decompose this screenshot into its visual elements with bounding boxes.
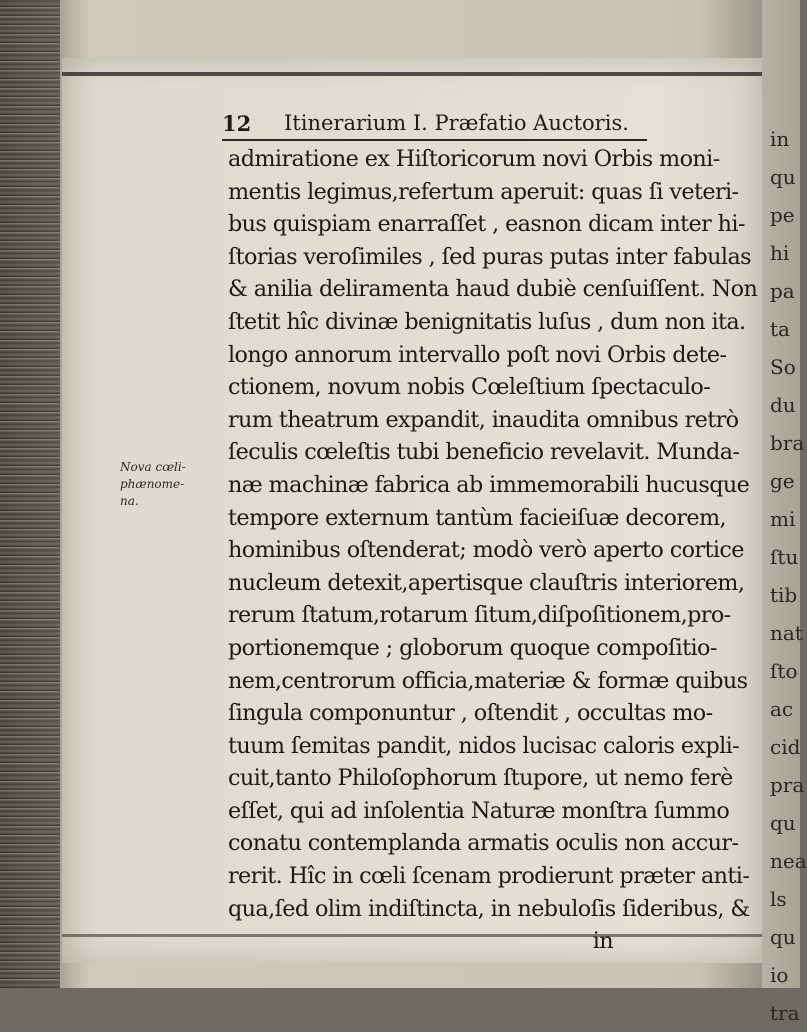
facing-page-fragment: ac — [770, 697, 794, 721]
facing-page-fragment: pa — [770, 279, 795, 303]
running-title: Itinerarium I. Præfatio Auctoris. — [284, 111, 629, 135]
text-line: admiratione ex Hiſtoricorum novi Orbis moni- — [228, 146, 720, 172]
facing-page-fragment: du — [770, 393, 796, 417]
text-line: ſingula componuntur , oſtendit , occultas mo- — [228, 700, 713, 727]
text-line: ſtetit hîc divinæ benignitatis luſus , dum non ita. — [228, 308, 746, 335]
margin-note-line: na. — [120, 494, 139, 508]
facing-page-fragment: ta — [770, 317, 790, 341]
text-line: bus quispiam enarraſſet , easnon dicam inter hi- — [228, 211, 745, 238]
facing-page-fragment: So — [770, 355, 796, 379]
book-binding-edge — [0, 0, 60, 988]
facing-page-fragment: nat — [770, 621, 803, 645]
margin-note-line: phænome- — [120, 477, 185, 491]
text-line: mentis legimus,refertum aperuit: quas ſi veteri- — [228, 178, 739, 205]
facing-page-fragment: pra — [770, 773, 805, 797]
header-rule — [222, 139, 647, 141]
text-line: tuum ſemitas pandit, nidos lucisac caloris expli- — [228, 732, 740, 759]
text-line: ſtorias veroſimiles , ſed puras putas inter fabulas — [228, 243, 751, 270]
text-line: cuit,tanto Philoſophorum ſtupore, ut nemo ferè — [228, 765, 733, 792]
text-line: nucleum detexit,apertisque clauſtris interiorem, — [228, 569, 745, 596]
facing-page-fragment: ſtu — [770, 545, 799, 569]
facing-page-fragment: in — [770, 127, 790, 151]
margin-note-line: Nova cœli- — [120, 460, 186, 474]
catchword: in — [592, 928, 613, 955]
text-line: rum theatrum expandit, inaudita omnibus retrò — [228, 406, 739, 433]
page-top-edge — [62, 72, 762, 76]
text-line: rerum ſtatum,rotarum ſitum,diſpoſitionem,pro- — [228, 602, 731, 629]
text-line: ſeculis cœleſtis tubi beneficio revelavit. Munda- — [228, 439, 740, 466]
facing-page-fragment: ſto — [770, 659, 798, 683]
facing-page-fragment: nea — [770, 849, 807, 873]
text-line: eſſet, qui ad inſolentia Naturæ monſtra ſummo — [228, 797, 730, 824]
text-line: tempore externum tantùm facieiſuæ decorem, — [228, 504, 727, 531]
facing-page-fragment: io — [770, 963, 789, 987]
facing-page-fragment: qu — [770, 811, 796, 835]
facing-page-fragment: hi — [770, 241, 790, 265]
text-line: & anilia deliramenta haud dubiè cenſuiſſent. Non — [228, 276, 758, 303]
facing-page-fragment: ge — [770, 469, 795, 493]
facing-page-fragment: tib — [770, 583, 798, 607]
running-header — [222, 111, 652, 141]
facing-page-fragment: pe — [770, 203, 795, 227]
text-line: longo annorum intervallo poſt novi Orbis dete- — [228, 341, 727, 368]
text-line: portionemque ; globorum quoque compoſitio- — [228, 634, 717, 661]
facing-page-fragment: bra — [770, 431, 805, 455]
page-number: 12 — [222, 111, 252, 136]
text-line: conatu contemplanda armatis oculis non accur- — [228, 830, 739, 857]
facing-page-fragment: cid — [770, 735, 801, 759]
text-line: nem,centrorum officia,materiæ & formæ quibus — [228, 667, 748, 694]
body-text — [228, 143, 758, 958]
text-line: ctionem, novum nobis Cœleſtium ſpectaculo- — [228, 374, 711, 401]
facing-page-fragment: mi — [770, 507, 796, 531]
facing-page-fragment: tra — [770, 1001, 800, 1025]
text-line: hominibus oſtenderat; modò verò aperto cortice — [228, 537, 744, 564]
facing-page-fragment: qu — [770, 925, 796, 949]
text-line: rerit. Hîc in cœli ſcenam prodierunt præter anti- — [228, 863, 750, 890]
facing-page-fragment: ls — [770, 887, 787, 911]
margin-note — [120, 459, 215, 510]
text-line: qua,ſed olim indiſtincta, in nebuloſis ſideribus, & — [228, 895, 750, 922]
text-line: næ machinæ fabrica ab immemorabili hucusque — [228, 471, 750, 498]
facing-page-fragments — [770, 120, 807, 1032]
facing-page-fragment: qu — [770, 165, 796, 189]
